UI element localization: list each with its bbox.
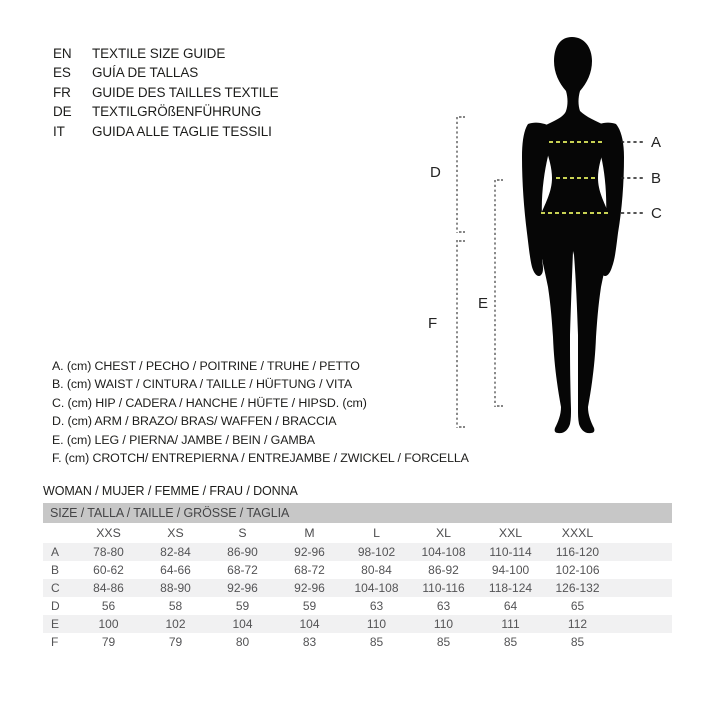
table-cell: 58 (168, 599, 183, 613)
table-cell: 86-90 (227, 545, 258, 559)
column-header-xs: XS (167, 526, 184, 540)
table-cell: 64-66 (160, 563, 191, 577)
legend-item-leg: E. (cm) LEG / PIERNA/ JAMBE / BEIN / GAMBA (52, 432, 315, 447)
table-audience-title: WOMAN / MUJER / FEMME / FRAU / DONNA (43, 484, 298, 498)
row-label: F (51, 635, 59, 649)
measurement-legend (52, 357, 469, 467)
table-cell: 88-90 (160, 581, 191, 595)
size-column-header-row (43, 523, 672, 543)
table-cell: 64 (503, 599, 518, 613)
table-cell: 84-86 (93, 581, 124, 595)
measure-label-a: A (651, 134, 662, 151)
table-cell: 102 (165, 617, 186, 631)
language-row (53, 102, 279, 121)
table-cell: 79 (168, 635, 183, 649)
table-cell: 110-114 (489, 545, 532, 559)
table-cell: 100 (98, 617, 119, 631)
table-cell: 68-72 (294, 563, 325, 577)
table-row-c (43, 579, 672, 597)
column-header-xxl: XXL (498, 526, 523, 540)
row-label: B (51, 563, 60, 577)
table-cell: 98-102 (357, 545, 396, 559)
language-title: TEXTILE SIZE GUIDE (92, 46, 226, 61)
column-header-xxs: XXS (96, 526, 121, 540)
measure-label-f: F (428, 315, 438, 332)
table-cell: 85 (503, 635, 518, 649)
language-row (53, 63, 279, 82)
table-cell: 80 (235, 635, 250, 649)
table-cell: 126-132 (555, 581, 600, 595)
table-cell: 56 (101, 599, 116, 613)
legend-item-hip: C. (cm) HIP / CADERA / HANCHE / HÜFTE / HIPSD. (cm) (52, 395, 367, 410)
column-header-xxxl: XXXL (561, 526, 594, 540)
row-label: A (51, 545, 60, 559)
column-header-m: M (304, 526, 315, 540)
table-cell: 59 (302, 599, 317, 613)
row-label: C (51, 581, 60, 595)
language-title: GUIDE DES TAILLES TEXTILE (92, 84, 279, 100)
table-cell: 110 (366, 617, 387, 631)
table-row-a (43, 543, 672, 561)
language-code: ES (53, 65, 71, 81)
column-header-s: S (238, 526, 247, 540)
table-cell: 65 (570, 599, 585, 613)
table-cell: 85 (570, 635, 585, 649)
table-cell: 112 (567, 617, 588, 631)
language-row (53, 44, 279, 63)
table-cell: 79 (101, 635, 116, 649)
table-cell: 92-96 (294, 581, 325, 595)
table-cell: 68-72 (227, 563, 258, 577)
table-cell: 111 (501, 617, 520, 631)
table-cell: 104 (299, 617, 320, 631)
table-cell: 118-124 (488, 581, 533, 595)
measure-label-c: C (651, 205, 662, 222)
table-cell: 110 (433, 617, 454, 631)
table-cell: 94-100 (491, 563, 530, 577)
table-cell: 83 (302, 635, 317, 649)
size-table-header-band: SIZE / TALLA / TAILLE / GRÖSSE / TAGLIA (43, 503, 672, 523)
table-cell: 80-84 (361, 563, 392, 577)
table-cell: 63 (369, 599, 384, 613)
table-cell: 86-92 (428, 563, 459, 577)
language-row (53, 83, 279, 102)
table-row-f (43, 633, 672, 651)
table-cell: 78-80 (93, 545, 124, 559)
language-code: DE (53, 104, 72, 120)
table-cell: 104 (232, 617, 253, 631)
table-cell: 85 (369, 635, 384, 649)
language-code: EN (53, 46, 72, 61)
language-code: FR (53, 84, 71, 100)
measure-label-d: D (430, 164, 441, 181)
table-row-b (43, 561, 672, 579)
table-cell: 82-84 (160, 545, 191, 559)
language-code: IT (53, 123, 65, 139)
language-title: GUIDA ALLE TAGLIE TESSILI (92, 123, 272, 139)
table-cell: 104-108 (354, 581, 399, 595)
table-cell: 85 (436, 635, 451, 649)
legend-item-arm: D. (cm) ARM / BRAZO/ BRAS/ WAFFEN / BRACCIA (52, 414, 337, 429)
table-cell: 59 (235, 599, 250, 613)
column-header-xl: XL (435, 526, 452, 540)
row-label: E (51, 617, 60, 631)
table-cell: 60-62 (93, 563, 124, 577)
table-row-e (43, 615, 672, 633)
table-row-d (43, 597, 672, 615)
table-cell: 92-96 (227, 581, 258, 595)
table-cell: 110-116 (422, 581, 465, 595)
language-title: GUÍA DE TALLAS (92, 65, 199, 81)
table-cell: 102-106 (555, 563, 600, 577)
legend-item-chest: A. (cm) CHEST / PECHO / POITRINE / TRUHE / PETTO (52, 359, 360, 373)
language-row (53, 122, 279, 141)
size-table (43, 483, 672, 651)
language-title-block (53, 44, 279, 141)
table-cell: 63 (436, 599, 451, 613)
table-cell: 104-108 (421, 545, 466, 559)
legend-item-waist: B. (cm) WAIST / CINTURA / TAILLE / HÜFTUNG / VITA (52, 377, 353, 392)
legend-item-crotch: F. (cm) CROTCH/ ENTREPIERNA / ENTREJAMBE / ZWICKEL / FORCELLA (52, 451, 469, 466)
table-cell: 92-96 (294, 545, 325, 559)
language-title: TEXTILGRÖßENFÜHRUNG (92, 104, 262, 120)
row-label: D (51, 599, 60, 613)
measure-label-e: E (478, 295, 489, 312)
measure-label-b: B (651, 170, 662, 187)
column-header-l: L (373, 526, 380, 540)
table-cell: 116-120 (555, 545, 600, 559)
